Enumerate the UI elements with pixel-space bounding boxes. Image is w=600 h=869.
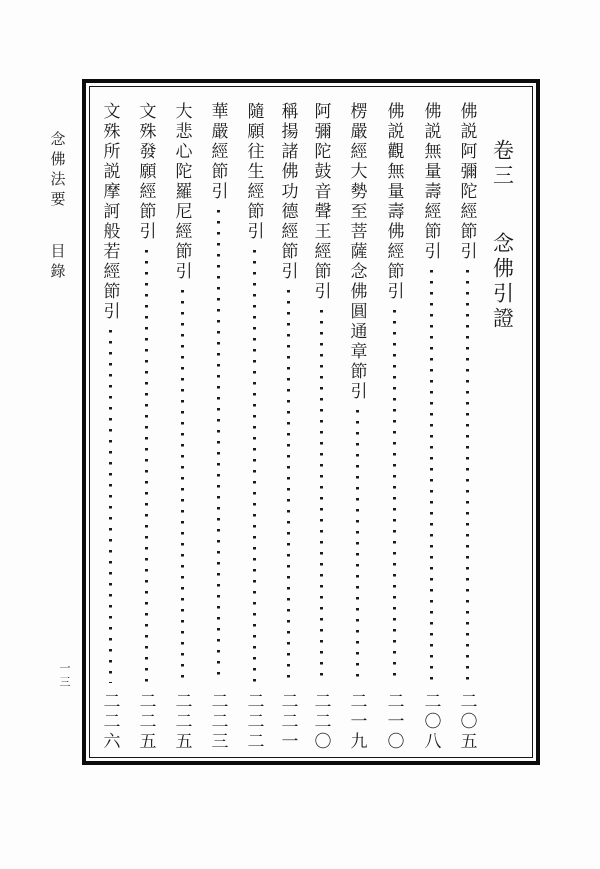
toc-entry-title: 阿彌陀鼓音聲王經節引 (311, 102, 331, 302)
spine-running-title (46, 131, 66, 331)
dotted-leader (145, 250, 148, 683)
toc-entry-title: 佛説觀無量壽佛經節引 (384, 102, 404, 302)
toc-entry-page: 二二二 (244, 692, 264, 752)
toc-entry-title: 華嚴經節引 (208, 102, 228, 202)
toc-entry (98, 100, 122, 752)
toc-entry (382, 100, 406, 752)
dotted-leader (393, 310, 396, 683)
volume-heading: 卷三 (490, 139, 515, 189)
toc-entry-title: 隨願往生經節引 (244, 102, 264, 242)
toc-entry-page: 二二一 (278, 692, 298, 752)
toc-entry (170, 100, 194, 752)
folio-page-number: 一三 (58, 662, 70, 690)
dotted-leader (320, 310, 323, 683)
dotted-leader (466, 270, 469, 683)
toc-entry-title: 佛説無量壽經節引 (421, 102, 441, 262)
toc-entry-page: 二二六 (100, 692, 120, 752)
dotted-leader (217, 210, 220, 683)
toc-entry-page: 二一〇 (384, 692, 404, 752)
dotted-leader (430, 270, 433, 683)
dotted-leader (287, 290, 290, 683)
toc-entry-page: 二〇五 (457, 692, 477, 752)
toc-entry-title: 佛説阿彌陀經節引 (457, 102, 477, 262)
dotted-leader (253, 250, 256, 683)
toc-entry (276, 100, 300, 752)
toc-entry (206, 100, 230, 752)
toc-entry-page: 二〇八 (421, 692, 441, 752)
toc-entry-page: 二一九 (347, 692, 367, 752)
toc-entry (242, 100, 266, 752)
toc-entry-page: 二二〇 (311, 692, 331, 752)
dotted-leader (181, 290, 184, 683)
chapter-heading: 念佛引證 (490, 232, 515, 332)
volume-heading-column (488, 139, 516, 459)
toc-entry (134, 100, 158, 752)
toc-entry (455, 100, 479, 752)
toc-entry (309, 100, 333, 752)
toc-entry-page: 二二三 (208, 692, 228, 752)
toc-entry-title: 文殊發願經節引 (136, 102, 156, 242)
dotted-leader (356, 410, 359, 683)
toc-entry (345, 100, 369, 752)
toc-entry-page: 二二五 (172, 692, 192, 752)
section-label: 目錄 (48, 243, 65, 283)
toc-entry-title: 楞嚴經大勢至菩薩念佛圓通章節引 (347, 102, 367, 402)
toc-entry-title: 稱揚諸佛功德經節引 (278, 102, 298, 282)
toc-entry-page: 二二五 (136, 692, 156, 752)
toc-entry-title: 文殊所説摩訶般若經節引 (100, 102, 120, 322)
dotted-leader (109, 330, 112, 683)
toc-entry-title: 大悲心陀羅尼經節引 (172, 102, 192, 282)
book-title: 念佛法要 (48, 131, 65, 211)
toc-entry (419, 100, 443, 752)
